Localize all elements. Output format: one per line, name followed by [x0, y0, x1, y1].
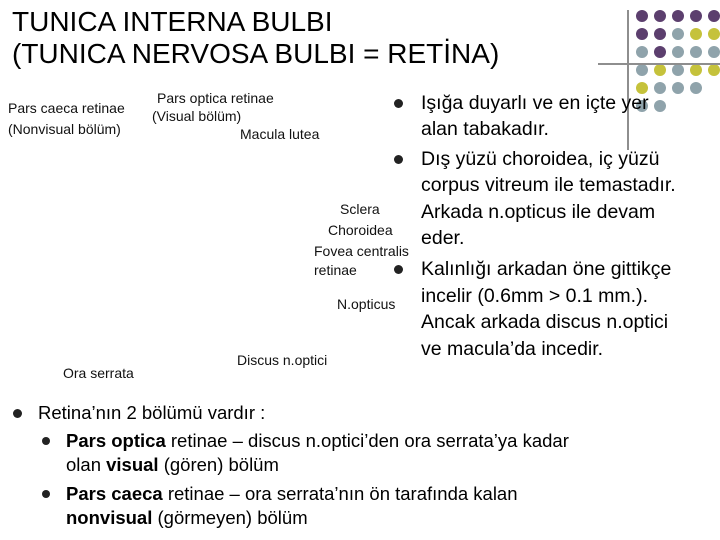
bottom-item-2-line-2-bold: nonvisual [66, 507, 153, 528]
decorative-dot [654, 82, 666, 94]
decorative-dot [672, 82, 684, 94]
bullet-3-line-3: Ancak arkada discus n.optici [421, 311, 669, 333]
label-retinae: retinae [314, 262, 357, 278]
decorative-dot [690, 82, 702, 94]
label-pars-optica: Pars optica retinae [157, 90, 274, 106]
bottom-item-1-line-2 [66, 453, 279, 477]
bullet-1-line-1: Işığa duyarlı ve en içte yer [421, 92, 649, 114]
label-sclera: Sclera [340, 201, 380, 217]
decorative-dot [654, 100, 666, 112]
label-ora-serrata: Ora serrata [63, 365, 134, 381]
bullet-2-line-2: corpus vitreum ile temastadır. [421, 174, 676, 196]
label-n-opticus: N.opticus [337, 296, 396, 312]
bullet-3-line-1: Kalınlığı arkadan öne gittikçe [421, 258, 672, 280]
decorative-dot [636, 28, 648, 40]
label-nonvisual-bolum: (Nonvisual bölüm) [8, 121, 121, 137]
bullet-3-line-2: incelir (0.6mm > 0.1 mm.). [421, 285, 649, 307]
bottom-item-2-rest: retinae – ora serrata’nın ön tarafında kalan [162, 483, 518, 504]
decorative-dot [672, 64, 684, 76]
decorative-dot [636, 64, 648, 76]
bottom-item-1-line-2-bold: visual [106, 454, 159, 475]
decorative-dot [690, 46, 702, 58]
decorative-dot [708, 64, 720, 76]
bottom-item-2-line-2-b: (görmeyen) bölüm [152, 507, 308, 528]
decorative-vertical-line [627, 10, 629, 150]
decorative-horizontal-line [598, 63, 720, 65]
bottom-item-1-bold: Pars optica [66, 430, 166, 451]
page-title-line-2: (TUNICA NERVOSA BULBI = RETİNA) [12, 38, 500, 69]
bullet-icon [394, 265, 403, 274]
decorative-dot [708, 10, 720, 22]
decorative-dot [690, 10, 702, 22]
decorative-dot [672, 10, 684, 22]
bullet-icon [394, 99, 403, 108]
bottom-item-2-line-1 [66, 482, 518, 506]
decorative-dot [636, 10, 648, 22]
bottom-item-1-line-1 [66, 429, 569, 453]
bottom-item-2-line-2 [66, 506, 308, 530]
bottom-item-1-line-2-b: (gören) bölüm [158, 454, 279, 475]
bottom-intro: Retina’nın 2 bölümü vardır : [38, 402, 266, 423]
label-discus-n-optici: Discus n.optici [237, 352, 328, 368]
label-macula-lutea: Macula lutea [240, 126, 320, 142]
label-fovea-centralis: Fovea centralis [314, 243, 409, 259]
bottom-item-2-bold: Pars caeca [66, 483, 163, 504]
bullet-icon [42, 437, 50, 445]
decorative-dot [654, 10, 666, 22]
decorative-dot [654, 64, 666, 76]
decorative-dot [690, 28, 702, 40]
decorative-dot [654, 46, 666, 58]
bullet-icon [42, 490, 50, 498]
decorative-dot [690, 64, 702, 76]
bullet-2-line-1: Dış yüzü choroidea, iç yüzü [421, 148, 660, 170]
page-title-line-1: TUNICA INTERNA BULBI [12, 6, 333, 37]
decorative-dot [708, 46, 720, 58]
bullet-icon [13, 409, 22, 418]
bullet-2-line-4: eder. [421, 227, 465, 249]
decorative-dot [672, 28, 684, 40]
label-choroidea: Choroidea [328, 222, 393, 238]
decorative-dot [708, 28, 720, 40]
bullet-2-line-3: Arkada n.opticus ile devam [421, 201, 656, 223]
decorative-dot [636, 46, 648, 58]
bullet-icon [394, 155, 403, 164]
decorative-dot [654, 28, 666, 40]
bullet-3-line-4: ve macula’da incedir. [421, 338, 604, 360]
bottom-item-1-rest: retinae – discus n.optici’den ora serrata’ya kadar [165, 430, 569, 451]
bullet-1-line-2: alan tabakadır. [421, 118, 549, 140]
bottom-item-1-line-2-a: olan [66, 454, 107, 475]
label-pars-caeca: Pars caeca retinae [8, 100, 125, 116]
decorative-dot [672, 46, 684, 58]
label-visual-bolum: (Visual bölüm) [152, 108, 242, 124]
